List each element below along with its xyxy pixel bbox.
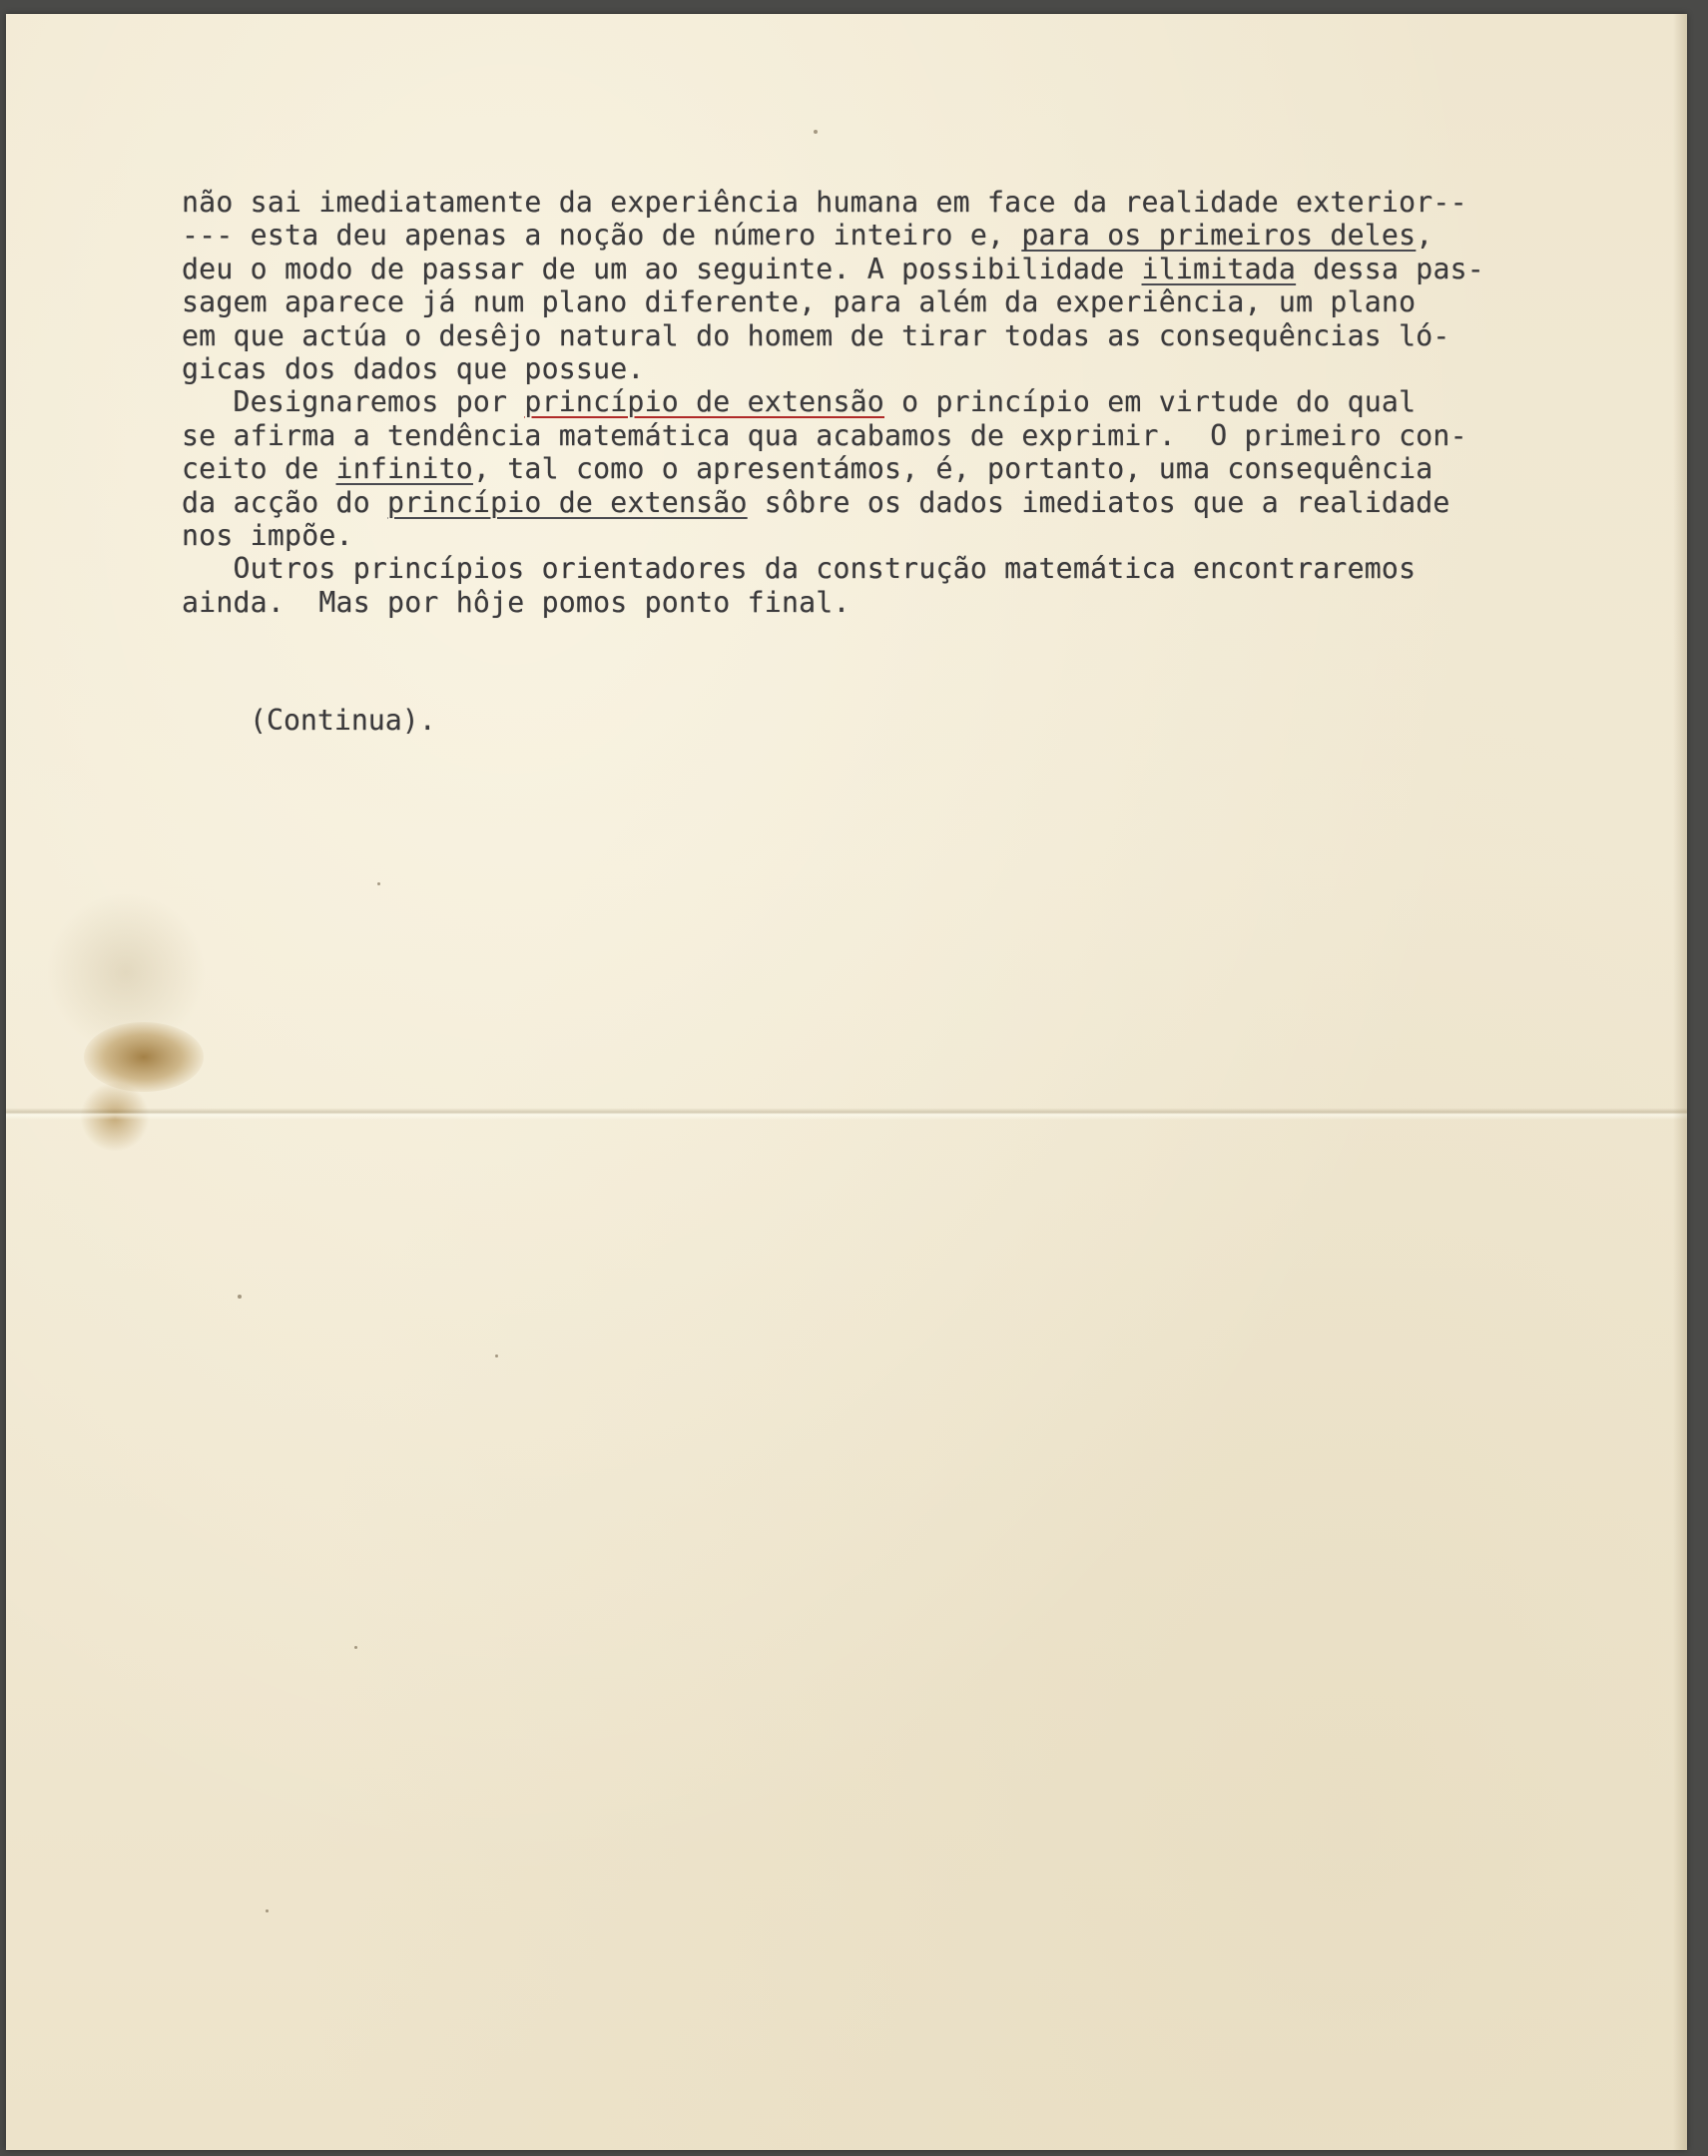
text-segment: ceito de [182,452,336,486]
text-line [182,486,1679,519]
text-segment: , tal como o apresentámos, é, portanto, uma consequência [472,452,1433,486]
text-segment: , [1416,219,1433,253]
text-segment: Designaremos por [182,385,525,419]
text-segment: gicas dos dados que possue. [182,351,645,385]
paper-speck [814,130,818,134]
text-segment: deu o modo de passar de um ao seguinte. A possibilidade [182,252,1142,285]
text-line [182,253,1679,285]
text-line [182,319,1679,352]
text-segment: não sai imediatamente da experiência humana em face da realidade exterior-- [182,186,1467,219]
underlined-phrase: princípio de extensão [387,485,748,519]
paper-speck [266,1909,269,1912]
text-line [182,586,1679,619]
paper-fold-crease [6,1108,1687,1120]
text-line [182,452,1679,485]
underlined-phrase: infinito [335,452,473,486]
text-segment: em que actúa o desêjo natural do homem de tirar todas as consequências ló- [182,318,1450,352]
text-segment: ainda. Mas por hôje pomos ponto final. [182,585,851,619]
paper-speck [377,882,380,885]
red-underlined-phrase: princípio de extensão [524,385,884,419]
text-segment: nos impõe. [182,518,353,552]
text-segment: --- esta deu apenas a noção de número inteiro e, [182,219,1022,253]
underlined-phrase: para os primeiros deles [1021,219,1417,253]
continua-note: (Continua). [250,704,436,737]
paper-speck [495,1354,498,1357]
paper-stain [84,1022,204,1092]
typed-body-text [182,186,1679,619]
text-segment: da acção do [182,485,388,519]
text-segment: sôbre os dados imediatos que a realidade [747,485,1450,519]
text-segment: Outros princípios orientadores da construção matemática encontraremos [182,552,1417,586]
text-segment: se afirma a tendência matemática qua acabamos de exprimir. O primeiro con- [182,418,1467,452]
text-line [182,419,1679,452]
underlined-phrase: ilimitada [1141,252,1297,285]
text-segment: sagem aparece já num plano diferente, para além da experiência, um plano [182,285,1417,319]
text-segment: dessa pas- [1296,252,1484,285]
paper-speck [238,1295,242,1299]
paper-speck [354,1646,357,1649]
text-segment: o princípio em virtude do qual [883,385,1417,419]
text-line [182,519,1679,552]
text-line [182,186,1679,219]
text-line [182,385,1679,418]
text-line [182,219,1679,252]
text-line [182,352,1679,385]
text-line [182,285,1679,318]
paper-stain-halo [46,892,206,1052]
text-line [182,552,1679,585]
